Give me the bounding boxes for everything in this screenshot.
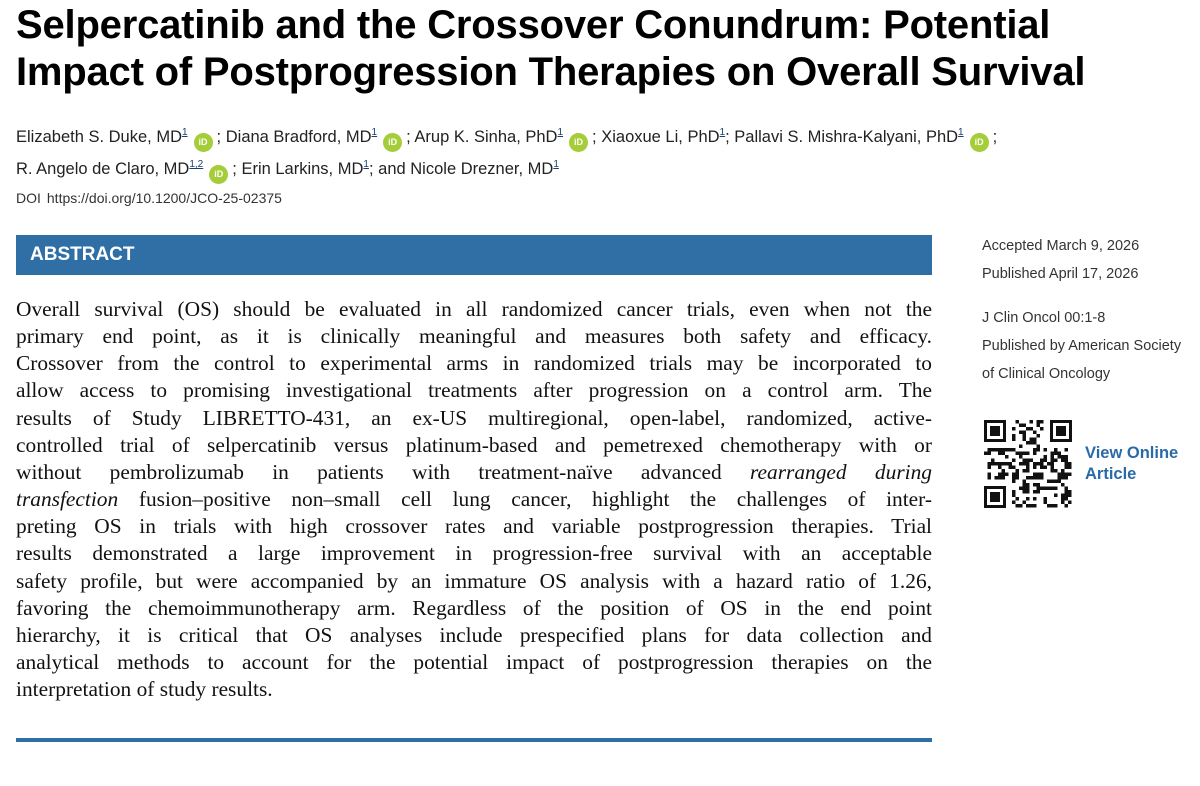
orcid-icon[interactable]: iD	[970, 133, 989, 152]
author-line-2: R. Angelo de Claro, MD$^{1,2}$iD ; Erin Larkins, $MD^1$; and Nicole Drezner, $MD^1$	[16, 152, 1186, 184]
abstract-line: Overall survival (OS) should be evaluated in all randomized cancer trials, even when not the	[16, 297, 932, 321]
author-line-1: Elizabeth S. Duke, $MD^1iD$ ; Diana Bradford, $MD^1iD$ ; Arup K. Sinha, PhD$^1$iD ; Xiaoxue Li, PhD$^1$; Pallavi S. Mishra-Kalyani, PhD$^1$iD ;	[16, 120, 1186, 152]
publisher-line-1: Published by American Society	[982, 338, 1182, 354]
qr-code-icon[interactable]	[982, 418, 1074, 510]
orcid-icon[interactable]: iD	[569, 133, 588, 152]
author-duke[interactable]: Elizabeth S. Duke, $MD^1$	[16, 127, 188, 146]
abstract-line: results of Study LIBRETTO-431, an ex-US multiregional, open-label, randomized, active-	[16, 405, 932, 430]
orcid-icon[interactable]: iD	[194, 133, 213, 152]
orcid-icon[interactable]: iD	[383, 133, 402, 152]
doi-label: DOI	[16, 190, 41, 206]
author-drezner[interactable]: Nicole Drezner, $MD^1$	[410, 159, 559, 178]
title-line-2: Impact of Postprogression Therapies on Overall Survival	[16, 50, 1086, 94]
abstract-line: analytical methods to account for the potential impact of postprogression therapies on the	[16, 650, 932, 675]
article-title	[16, 2, 1186, 96]
abstract-line: safety profile, but were accompanied by an immature OS analysis with a hazard ratio of 1.26,	[16, 568, 932, 593]
abstract-heading: ABSTRACT	[30, 244, 135, 265]
article-meta-sidebar	[982, 232, 1197, 388]
author-de-claro[interactable]: R. Angelo de Claro, MD$^{1,2}$	[16, 159, 204, 178]
orcid-icon[interactable]: iD	[209, 165, 228, 184]
abstract-line: allow access to promising investigational treatments after progression on a control arm. The	[16, 378, 932, 403]
author-sinha[interactable]: Arup K. Sinha, PhD$^1$	[414, 127, 564, 146]
abstract-line: interpretation of study results.	[16, 677, 273, 702]
abstract-line: primary end point, as it is clinically meaningful and measures both safety and efficacy.	[16, 324, 932, 349]
abstract-italic: rearranged during	[749, 459, 932, 484]
spacer	[982, 288, 1197, 304]
abstract-line: controlled trial of selpercatinib versus platinum-based and pemetrexed chemotherapy with or	[16, 432, 932, 457]
published-date: Published April 17, 2026	[982, 266, 1139, 282]
author-list	[16, 120, 1186, 184]
doi-line	[16, 190, 282, 206]
abstract-line: Crossover from the control to experimental arms in randomized trials may be incorporated to	[16, 351, 932, 376]
abstract-italic: transfection	[16, 487, 119, 512]
author-larkins[interactable]: Erin Larkins, $MD^1$	[241, 159, 369, 178]
author-mishra-kalyani[interactable]: Pallavi S. Mishra-Kalyani, PhD$^1$	[734, 127, 964, 146]
journal-citation: J Clin Oncol 00:1-8	[982, 310, 1106, 326]
view-online-article-link[interactable]: View Online Article	[1085, 444, 1179, 483]
abstract-line: preting OS in trials with high crossover rates and variable postprogression therapies. Trial	[16, 514, 932, 539]
abstract-line: favoring the chemoimmunotherapy arm. Regardless of the position of OS in the end point	[16, 595, 932, 620]
abstract-body	[16, 296, 932, 703]
abstract-line: results demonstrated a large improvement in progression-free survival with an acceptable	[16, 541, 932, 566]
author-bradford[interactable]: Diana Bradford, $MD^1$	[225, 127, 378, 146]
author-li[interactable]: Xiaoxue Li, PhD$^1$	[601, 127, 726, 146]
abstract-bottom-rule	[16, 738, 932, 742]
abstract-line: hierarchy, it is critical that OS analyses include prespecified plans for data collection and	[16, 622, 932, 647]
abstract-header	[16, 235, 932, 275]
accepted-date: Accepted March 9, 2026	[982, 238, 1140, 254]
doi-link[interactable]: https://doi.org/10.1200/JCO-25-02375	[46, 190, 282, 206]
abstract-line: transfection fusion–positive non–small cell lung cancer, highlight the challenges of inter-	[16, 487, 932, 512]
publisher-line-2: of Clinical Oncology	[982, 366, 1111, 382]
abstract-line: without pembrolizumab in patients with treatment-naïve advanced rearranged during	[16, 459, 932, 484]
title-line-1: Selpercatinib and the Crossover Conundrum: Potential	[16, 3, 1051, 47]
